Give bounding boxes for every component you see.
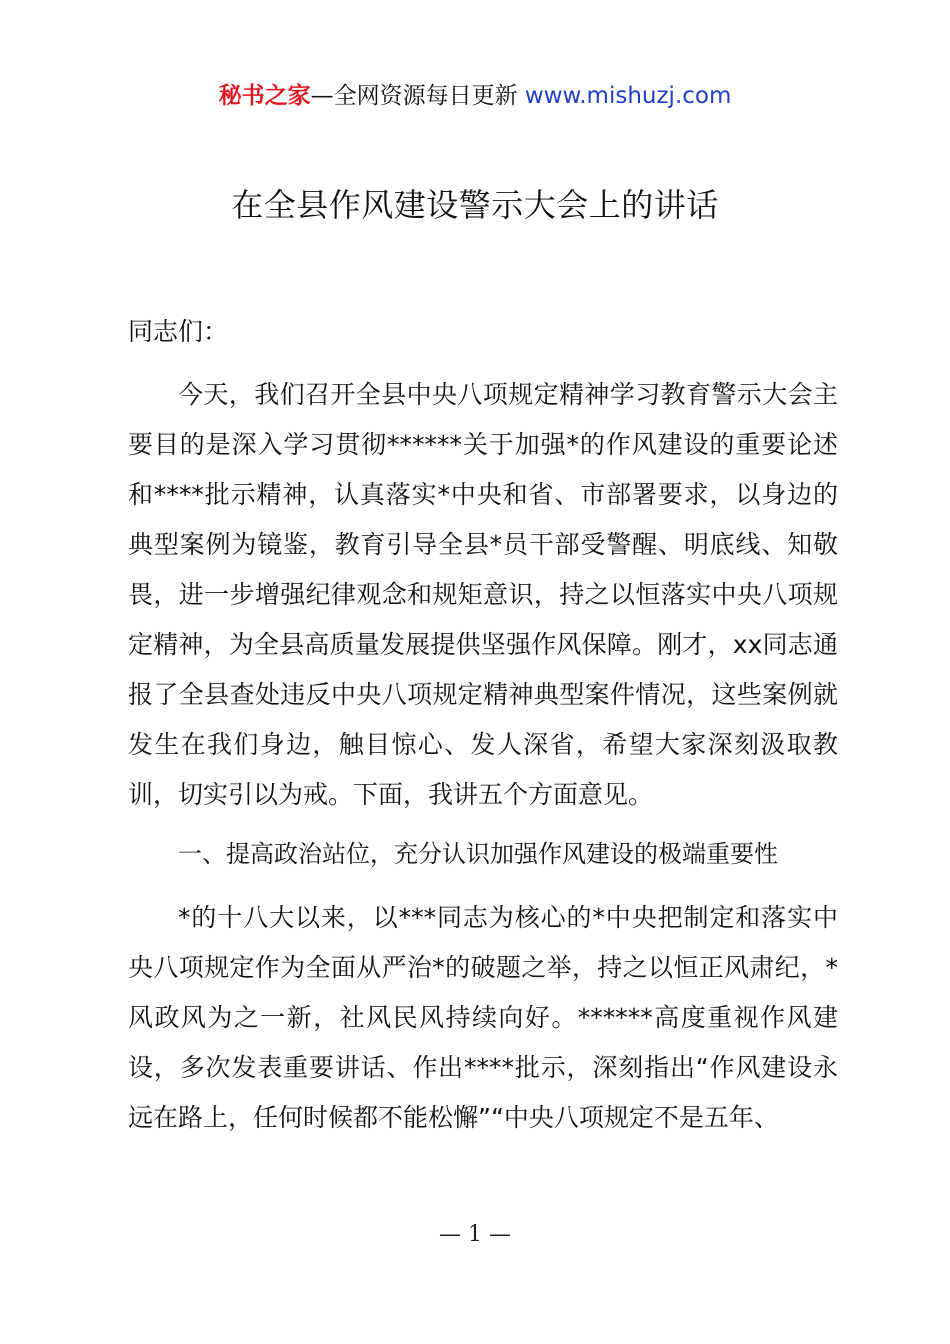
site-brand: 秘书之家 <box>218 83 311 109</box>
intro-paragraph: 今天，我们召开全县中央八项规定精神学习教育警示大会主要目的是深入学习贯彻******关于加强*的作风建设的重要论述和****批示精神，认真落实*中央和省、市部署要求，以身边的典型案例为镜鉴，教育引导全县*员干部受警醒、明底线、知敬畏，进一步增强纪律观念和规矩意识，持之以恒落实中央八项规定精神，为全县高质量发展提供坚强作风保障。刚才，xx同志通报了全县查处违反中央八项规定精神典型案件情况，这些案例就发生在我们身边，触目惊心、发人深省，希望大家深刻汲取教训，切实引以为戒。下面，我讲五个方面意见。 <box>128 380 838 809</box>
document-title: 在全县作风建设警示大会上的讲话 <box>231 186 719 224</box>
site-url-link[interactable]: www.mishuzj.com <box>524 83 732 109</box>
site-header <box>0 80 950 112</box>
page-number: — 1 — <box>439 1222 511 1247</box>
site-tagline: —全网资源每日更新 <box>310 83 525 109</box>
section-1-paragraph: *的十八大以来，以***同志为核心的*中央把制定和落实中央八项规定作为全面从严治*的破题之举，持之以恒正风肃纪，*风政风为之一新，社风民风持续向好。******高度重视作风建设，多次发表重要讲话、作出****批示，深刻指出“作风建设永远在路上，任何时候都不能松懈”“中央八项规定不是五年、 <box>128 903 838 1132</box>
salutation: 同志们： <box>128 317 229 346</box>
section-heading-1: 一、提高政治站位，充分认识加强作风建设的极端重要性 <box>178 840 778 868</box>
